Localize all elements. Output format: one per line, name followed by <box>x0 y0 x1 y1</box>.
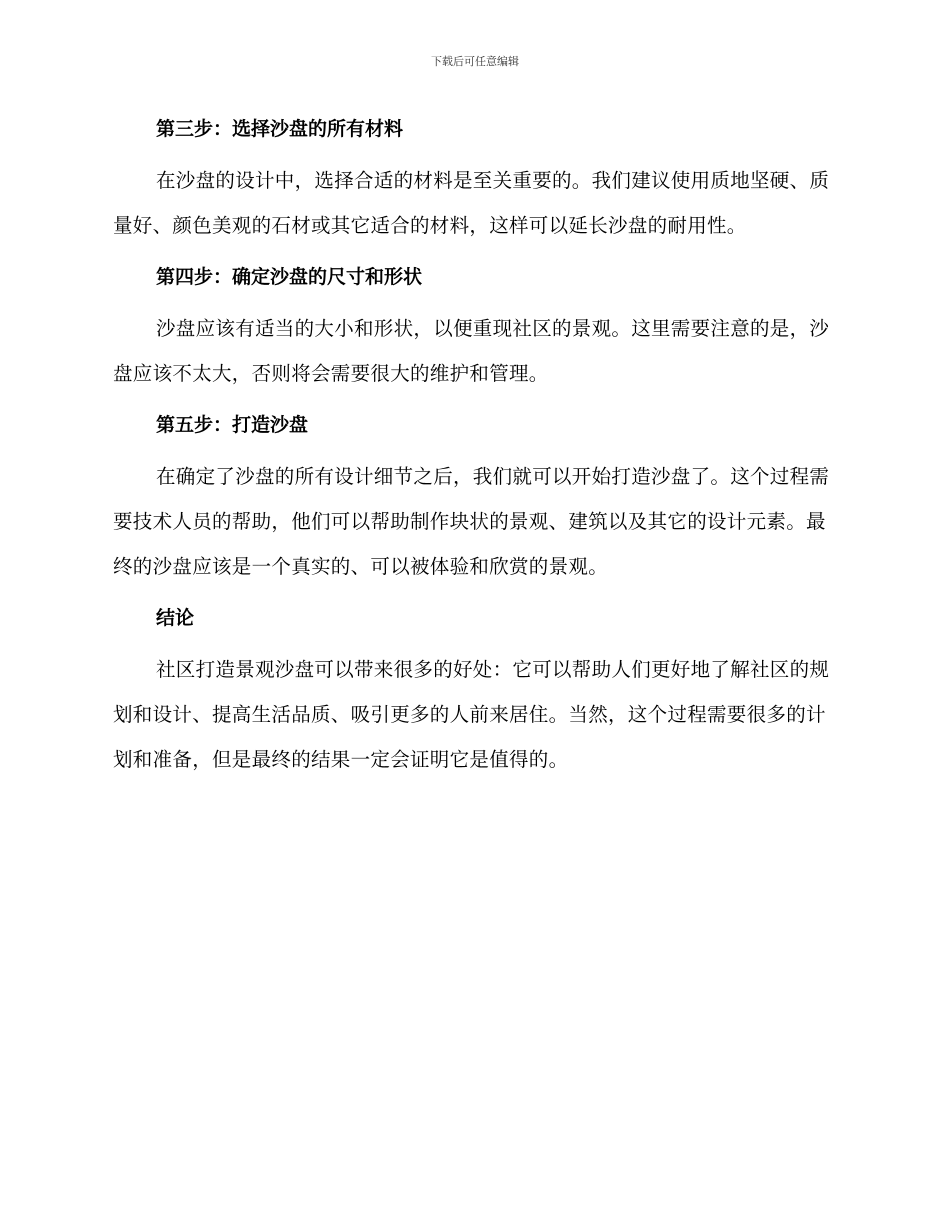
section-heading: 第三步：选择沙盘的所有材料 <box>156 118 404 140</box>
section-conclusion <box>113 599 831 782</box>
page-header: 下载后可任意编辑 <box>431 55 519 68</box>
document-body <box>113 110 831 792</box>
section-paragraph: 在确定了沙盘的所有设计细节之后，我们就可以开始打造沙盘了。这个过程需要技术人员的帮助，他们可以帮助制作块状的景观、建筑以及其它的设计元素。最终的沙盘应该是一个真实的、可以被体验和欣赏的景观。 <box>113 465 830 578</box>
section-paragraph: 社区打造景观沙盘可以带来很多的好处：它可以帮助人们更好地了解社区的规划和设计、提高生活品质、吸引更多的人前来居住。当然，这个过程需要很多的计划和准备，但是最终的结果一定会证明它是值得的。 <box>113 658 830 771</box>
section-step-four <box>113 258 831 396</box>
section-heading: 第四步：确定沙盘的尺寸和形状 <box>156 266 423 288</box>
section-heading: 结论 <box>156 607 195 629</box>
section-heading: 第五步：打造沙盘 <box>156 414 309 436</box>
section-paragraph: 在沙盘的设计中，选择合适的材料是至关重要的。我们建议使用质地坚硬、质量好、颜色美观的石材或其它适合的材料，这样可以延长沙盘的耐用性。 <box>113 169 830 237</box>
section-paragraph: 沙盘应该有适当的大小和形状，以便重现社区的景观。这里需要注意的是，沙盘应该不太大，否则将会需要很大的维护和管理。 <box>113 317 830 385</box>
section-step-five <box>113 406 831 589</box>
section-step-three <box>113 110 831 248</box>
